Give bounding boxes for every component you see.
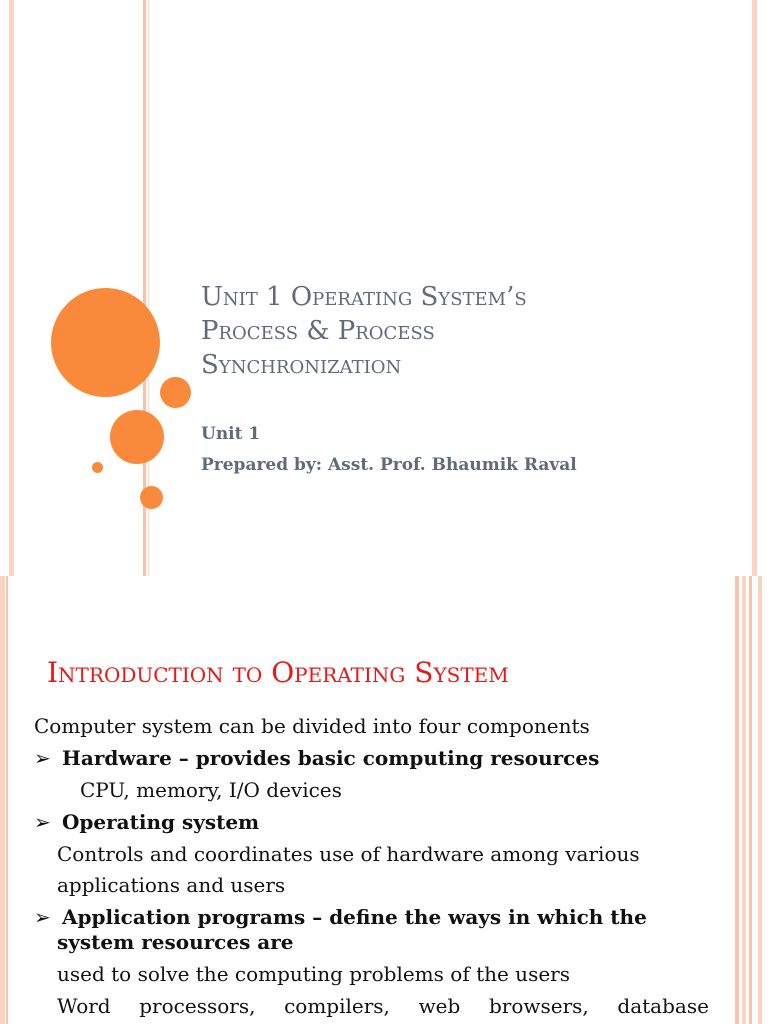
- decorative-circle-small: [140, 486, 163, 509]
- slide-title-line: Process & Process: [201, 316, 435, 346]
- bullet-text: Application programs – define the ways in which the: [62, 905, 647, 929]
- bullet-item-os: [34, 809, 259, 835]
- slide-author: Prepared by: Asst. Prof. Bhaumik Raval: [201, 455, 577, 475]
- slide-title-line: Unit 1 Operating System’s: [201, 282, 527, 312]
- decorative-stripe: [758, 576, 762, 1024]
- intro-text: Computer system can be divided into four components: [34, 714, 590, 738]
- decorative-stripe: [749, 576, 752, 1024]
- bullet-detail: used to solve the computing problems of the users: [57, 962, 570, 986]
- slide-title: [201, 280, 721, 382]
- bullet-item-hardware: [34, 745, 599, 771]
- bullet-arrow-icon: ➢: [34, 746, 51, 770]
- example-word: database: [617, 994, 709, 1018]
- slide-title-line: Synchronization: [201, 350, 402, 380]
- example-word: processors,: [139, 994, 256, 1018]
- decorative-circle-tiny: [92, 462, 103, 473]
- decorative-stripe: [735, 576, 739, 1024]
- bullet-arrow-icon: ➢: [34, 905, 51, 929]
- decorative-stripe: [6, 576, 8, 1024]
- decorative-stripe: [742, 576, 746, 1024]
- example-word: compilers,: [284, 994, 390, 1018]
- decorative-stripe: [752, 0, 757, 576]
- decorative-circle-small: [160, 377, 191, 408]
- bullet-arrow-icon: ➢: [34, 810, 51, 834]
- bullet-text-continued: system resources are: [57, 930, 294, 954]
- decorative-circle-medium: [110, 410, 164, 464]
- decorative-circle-large: [51, 288, 160, 397]
- slide-heading: Introduction to Operating System: [47, 656, 509, 689]
- slide-subtitle: Unit 1: [201, 424, 261, 444]
- bullet-detail-examples: [57, 993, 709, 1019]
- bullet-detail: applications and users: [57, 873, 286, 897]
- bullet-item-apps: [34, 905, 714, 955]
- decorative-stripe: [9, 0, 14, 576]
- content-slide: [0, 576, 768, 1024]
- decorative-stripe: [0, 576, 5, 1024]
- bullet-detail: CPU, memory, I/O devices: [80, 778, 342, 802]
- bullet-detail: Controls and coordinates use of hardware among various: [57, 842, 640, 866]
- bullet-text: Hardware – provides basic computing resources: [62, 746, 600, 770]
- example-word: Word: [57, 994, 111, 1018]
- example-word: browsers,: [488, 994, 589, 1018]
- bullet-text: Operating system: [62, 810, 260, 834]
- example-word: web: [418, 994, 461, 1018]
